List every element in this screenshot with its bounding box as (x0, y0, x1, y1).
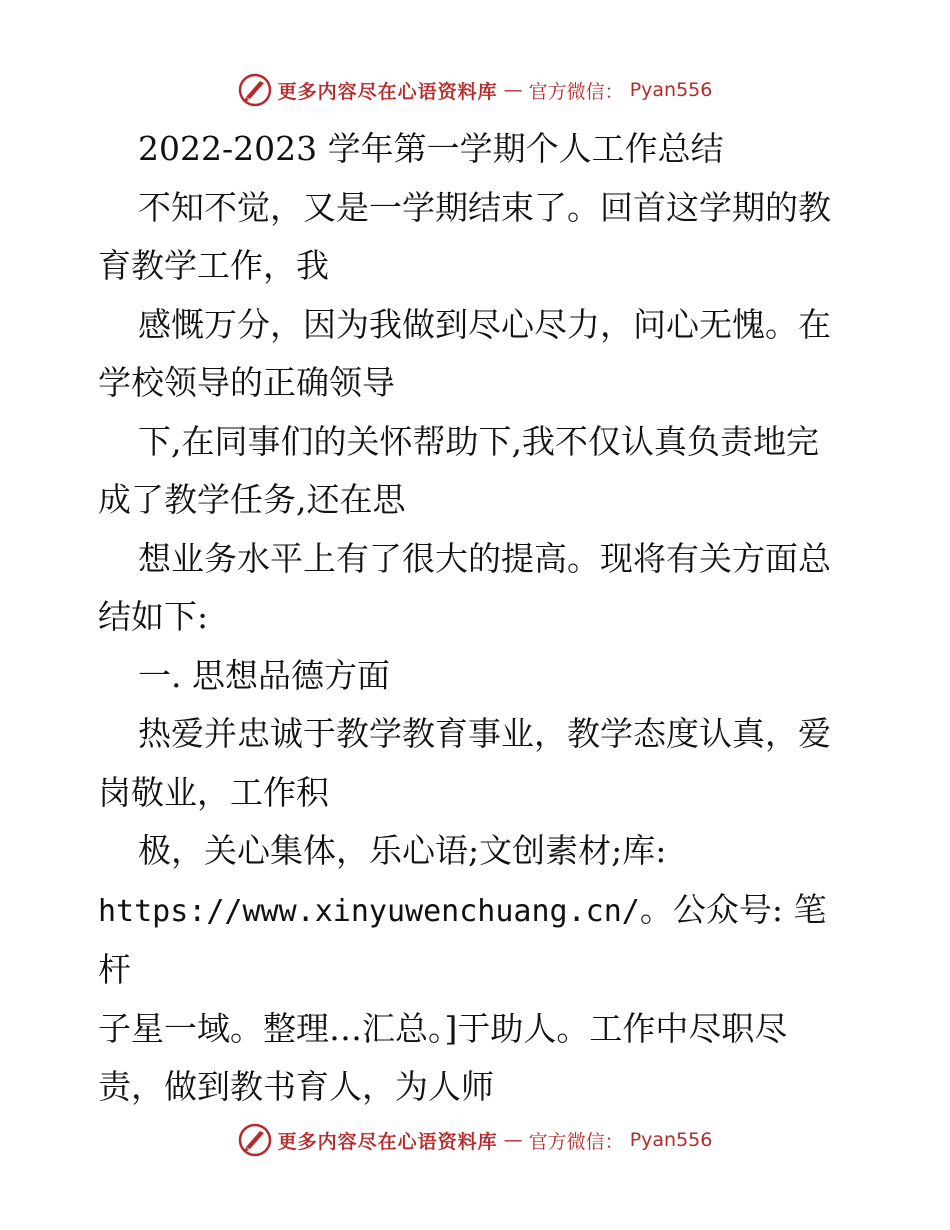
site-name: 更多内容尽在心语资料库 (277, 1130, 498, 1153)
header-banner (0, 70, 950, 110)
quill-logo-icon (238, 1123, 272, 1157)
url-suffix: 。公众号: 笔杆 (98, 889, 827, 989)
section-paragraph-line-1: 热爱并忠诚于教学教育事业，教学态度认真，爱 (138, 714, 831, 753)
paragraph-2-line-1: 感慨万分，因为我做到尽心尽力，问心无愧。在 (138, 304, 831, 344)
source-url-link[interactable]: https://www.xinyuwenchuang.cn/ (98, 893, 640, 929)
wechat-label: 官方微信： (528, 1130, 624, 1153)
banner-separator: — (503, 1129, 523, 1151)
last-paragraph-line-4: 责，做到教书育人，为人师 (98, 1067, 494, 1106)
last-paragraph-line-3: 子星一域。整理…汇总。]于助人。工作中尽职尽 (98, 1008, 788, 1048)
paragraph-3-line-2: 成了教学任务,还在思 (98, 480, 406, 519)
last-paragraph-line-1: 极，关心集体，乐心语;文创素材;库: (138, 831, 667, 870)
document-title: 2022-2023 学年第一学期个人工作总结 (138, 129, 724, 168)
wechat-id: Pyan556 (629, 1129, 713, 1151)
last-paragraph-line-2 (98, 881, 858, 1000)
paragraph-3-line-1: 下,在同事们的关怀帮助下,我不仅认真负责地完 (138, 421, 819, 461)
wechat-id: Pyan556 (629, 79, 713, 101)
section-paragraph-line-2: 岗敬业，工作积 (98, 772, 329, 812)
banner-separator: — (503, 79, 523, 101)
document-body (98, 120, 858, 1117)
site-name: 更多内容尽在心语资料库 (277, 80, 498, 103)
wechat-label: 官方微信： (528, 80, 624, 103)
paragraph-1-line-1: 不知不觉，又是一学期结束了。回首这学期的教 (138, 187, 831, 227)
paragraph-4-line-2: 结如下: (98, 597, 209, 636)
quill-logo-icon (238, 73, 272, 107)
paragraph-2-line-2: 学校领导的正确领导 (98, 363, 395, 402)
section-heading: 一. 思想品德方面 (138, 655, 390, 695)
paragraph-1-line-2: 育教学工作，我 (98, 246, 329, 285)
footer-banner (0, 1120, 950, 1160)
paragraph-4-line-1: 想业务水平上有了很大的提高。现将有关方面总 (138, 538, 831, 578)
